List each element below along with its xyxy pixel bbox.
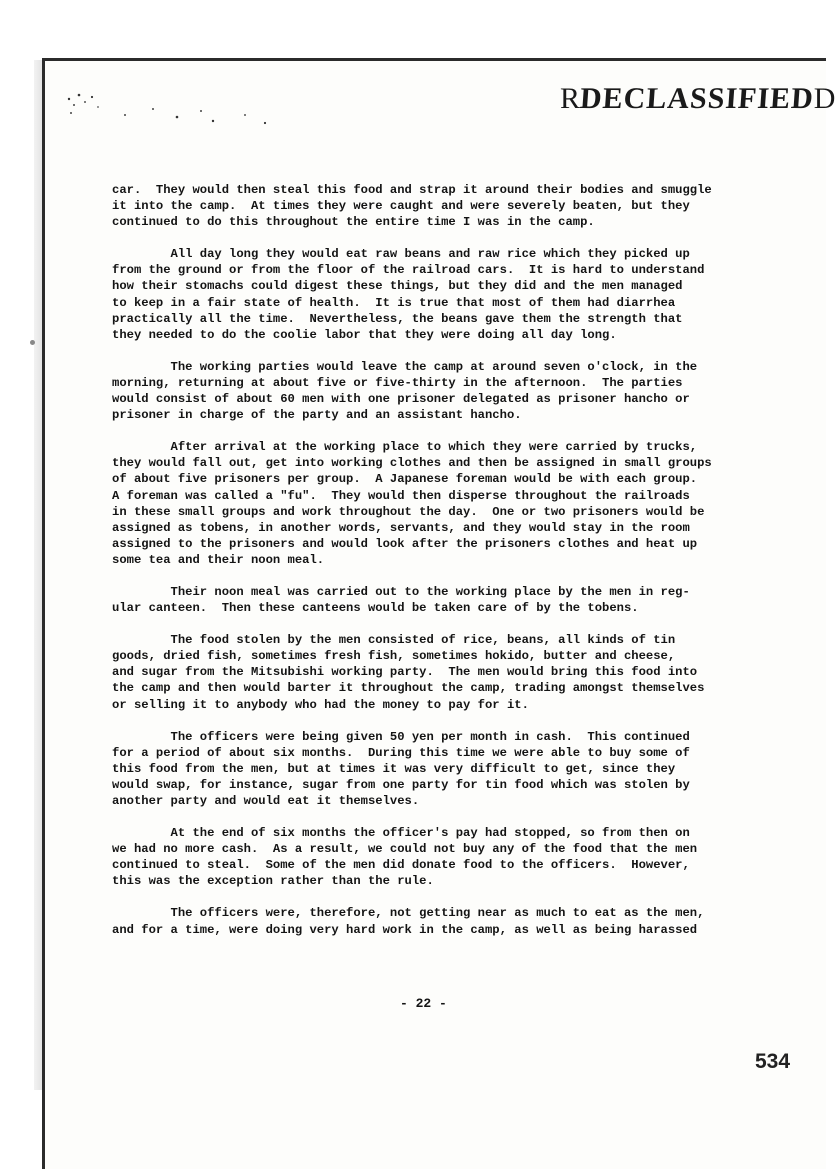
page-fold-shadow <box>34 60 42 1090</box>
text-line: we had no more cash. As a result, we could not buy any of the food that the men <box>112 842 698 857</box>
text-line: continued to do this throughout the entire time I was in the camp. <box>112 215 595 230</box>
text-line: another party and would eat it themselves. <box>112 794 420 808</box>
stamp-prefix: R <box>560 82 581 115</box>
paragraph <box>112 632 784 712</box>
text-line: Their noon meal was carried out to the working place by the men in reg- <box>112 584 690 599</box>
text-line: ular canteen. Then these canteens would be taken care of by the tobens. <box>112 601 639 616</box>
stamp-main: DECLASSIFIED <box>578 82 815 115</box>
text-line: and sugar from the Mitsubishi working party. The men would bring this food into <box>112 665 698 680</box>
text-line: some tea and their noon meal. <box>112 552 325 567</box>
paragraph <box>112 246 784 343</box>
text-line: assigned to the prisoners and would look after the prisoners clothes and heat up <box>112 536 698 551</box>
paragraph <box>112 905 784 937</box>
text-line: goods, dried fish, sometimes fresh fish, sometimes hokido, butter and cheese, <box>112 649 676 664</box>
text-line: to keep in a fair state of health. It is true that most of them had diarrhea <box>112 295 676 310</box>
text-line: this food from the men, but at times it was very difficult to get, since they <box>112 761 676 776</box>
text-line: morning, returning at about five or five-thirty in the afternoon. The parties <box>112 375 683 390</box>
text-line: The working parties would leave the camp at around seven o'clock, in the <box>112 359 698 374</box>
text-line: The officers were, therefore, not getting near as much to eat as the men, <box>112 906 705 921</box>
text-line: assigned as tobens, in another words, servants, and they would stay in the room <box>112 520 690 535</box>
text-line: The officers were being given 50 yen per month in cash. This continued <box>112 729 690 744</box>
text-line: All day long they would eat raw beans and raw rice which they picked up <box>112 247 690 262</box>
text-line: how their stomachs could digest these things, but they did and the men managed <box>112 279 683 294</box>
text-line: prisoner in charge of the party and an assistant hancho. <box>112 408 522 423</box>
text-line: of about five prisoners per group. A Japanese foreman would be with each group. <box>112 472 698 487</box>
text-line: and for a time, were doing very hard work in the camp, as well as being harassed <box>112 922 698 937</box>
text-line: from the ground or from the floor of the railroad cars. It is hard to understand <box>112 263 705 278</box>
paragraph <box>112 584 784 616</box>
document-number: 534 <box>755 1050 791 1073</box>
text-line: or selling it to anybody who had the money to pay for it. <box>112 697 529 712</box>
text-line: they needed to do the coolie labor that they were doing all day long. <box>112 327 617 342</box>
text-line: in these small groups and work throughout the day. One or two prisoners would be <box>112 504 705 519</box>
document-body <box>112 182 784 954</box>
text-line: would swap, for instance, sugar from one party for tin food which was stolen by <box>112 777 690 792</box>
scan-specks <box>65 87 295 127</box>
text-line: this was the exception rather than the rule. <box>112 874 434 889</box>
text-line: After arrival at the working place to which they were carried by trucks, <box>112 440 698 455</box>
text-line: it into the camp. At times they were caught and were severely beaten, but they <box>112 199 690 214</box>
text-line: would consist of about 60 men with one prisoner delegated as prisoner hancho or <box>112 392 690 407</box>
stamp-suffix: D <box>813 82 835 115</box>
margin-hole-mark <box>30 340 35 345</box>
text-line: A foreman was called a "fu". They would then disperse throughout the railroads <box>112 488 690 503</box>
paragraph <box>112 439 784 568</box>
text-line: for a period of about six months. During this time we were able to buy some of <box>112 745 690 760</box>
text-line: the camp and then would barter it throughout the camp, trading amongst themselves <box>112 681 705 696</box>
text-line: they would fall out, get into working clothes and then be assigned in small groups <box>112 456 712 471</box>
paragraph <box>112 359 784 423</box>
paragraph <box>112 729 784 809</box>
declassified-stamp <box>560 84 835 114</box>
text-line: The food stolen by the men consisted of rice, beans, all kinds of tin <box>112 633 676 648</box>
text-line: continued to steal. Some of the men did donate food to the officers. However, <box>112 858 690 873</box>
text-line: car. They would then steal this food and strap it around their bodies and smuggle <box>112 183 712 197</box>
text-line: At the end of six months the officer's pay had stopped, so from then on <box>112 826 690 841</box>
paragraph <box>112 825 784 889</box>
text-line: practically all the time. Nevertheless, the beans gave them the strength that <box>112 311 683 326</box>
page-number: - 22 - <box>400 996 447 1011</box>
paragraph <box>112 182 784 230</box>
